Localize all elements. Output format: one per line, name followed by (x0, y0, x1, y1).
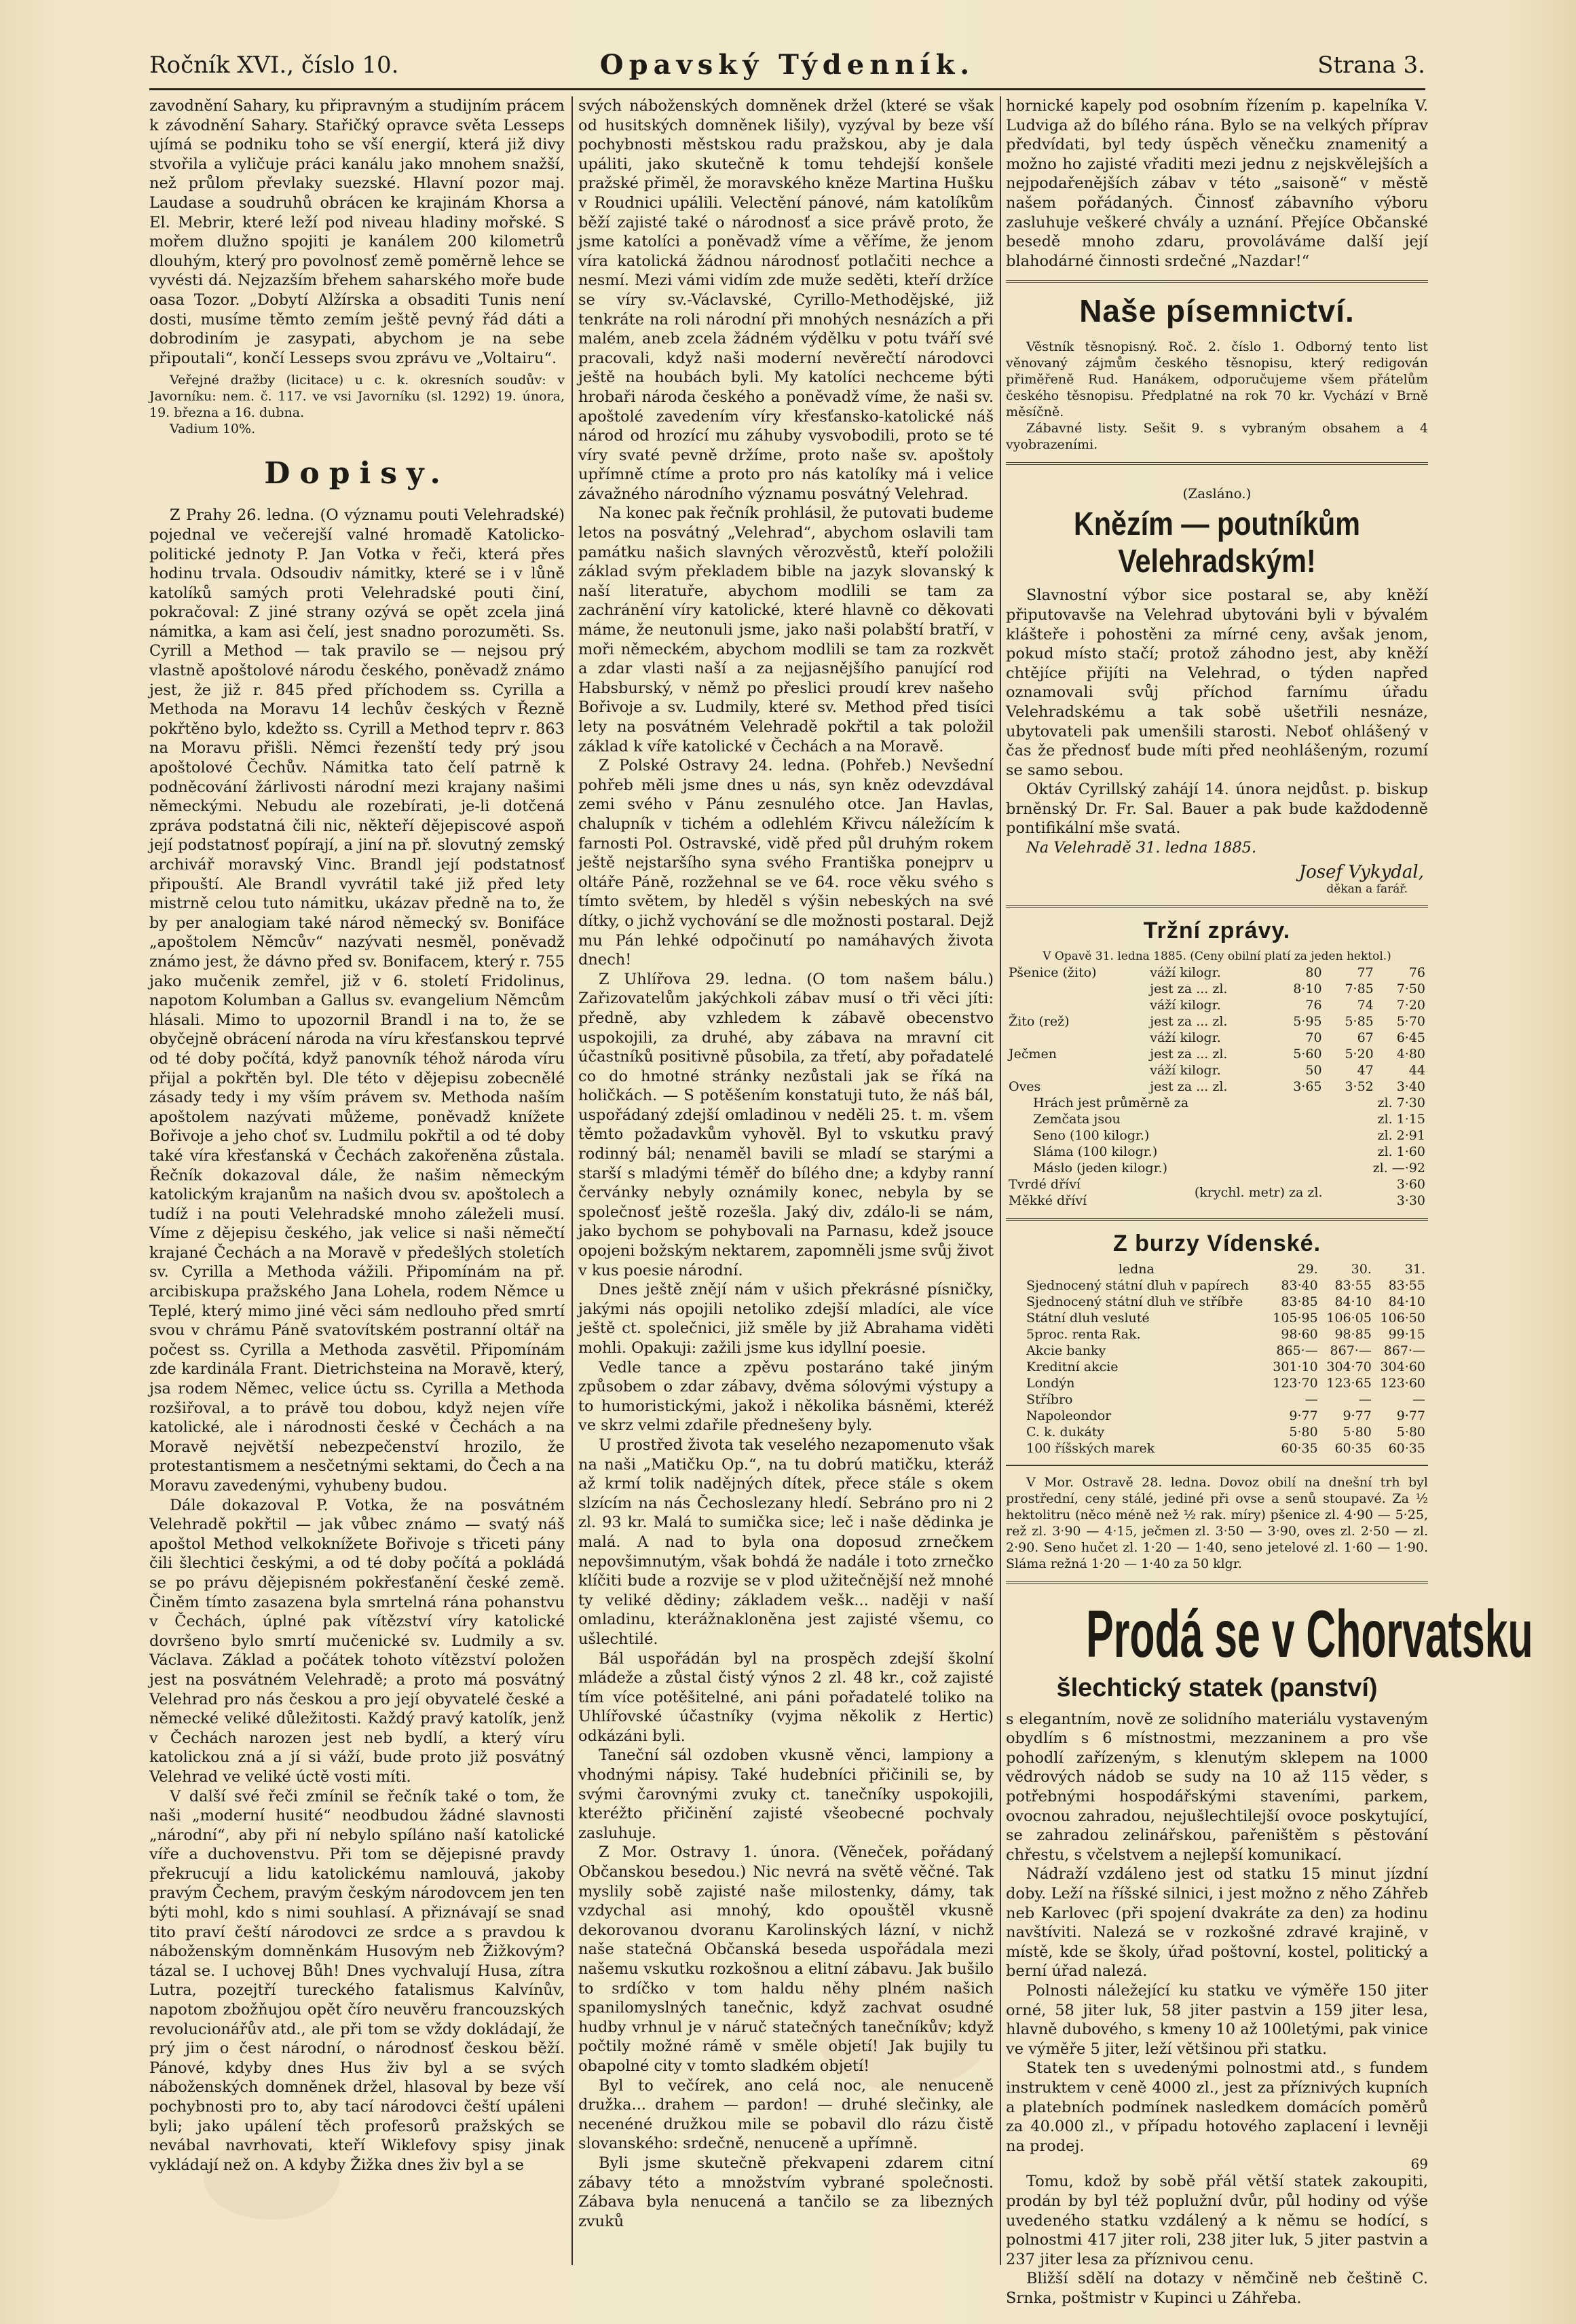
ad-body-6: Bližší sdělí na dotazy v němčině neb češtině C. Srnka, poštmistr v Kupinci u Záhřeba. (1006, 2270, 1428, 2307)
market-extra-row (1006, 1095, 1428, 1111)
market-value: 4·80 (1396, 1046, 1425, 1062)
market-row (1006, 1079, 1428, 1095)
market-row (1006, 964, 1428, 981)
burza-value: 83·85 (1281, 1294, 1318, 1309)
burza-value: 304·70 (1326, 1359, 1372, 1374)
burza-value: — (1412, 1391, 1425, 1407)
burza-value: 60·35 (1281, 1440, 1318, 1456)
separator (1006, 1465, 1428, 1466)
letter-uhlirov: Z Uhlířova 29. ledna. (O tom našem bálu.) Zařizovatelům jakýchkoli zábav musí o tři věci jíti: předně, aby vzhledem k zábavě obecenstvo uspokojili, za druhé, aby zábava na mravní cit účastníků positivně působila, za třetí, aby pořadatelé co do hmotné stránky nezůstali jak se říká na holičkách. — S potěšením konstatuji tuto, že náš bál, uspořádaný zdejší omladinou v neděli 25. t. m. všem těmto požadavkům vyhověl. Byl to vskutku pravý rodinný bál; nenaměl bavili se mladí se starými a starší s mladými téměř do bílého dne; a kdyby ranní červánky nebyly oznámily konec, nebyla by se společnosť ještě rozešla. Jaký div, zdálo-li se nám, jako bychom se pohybovali na Parnasu, kdež jsouce opojeni božským nektarem, zapomněli jsme svůj život v kus poesie národní. (578, 970, 994, 1279)
burza-row (1006, 1391, 1428, 1408)
market-value: 5·60 (1293, 1046, 1322, 1062)
market-row-unit: váží kilogr. (1150, 997, 1221, 1013)
burza-label: Státní dluh vesluté (1026, 1310, 1150, 1326)
burza-value: 105·95 (1273, 1310, 1318, 1326)
burza-value: 123·65 (1326, 1375, 1372, 1391)
market-row (1006, 1030, 1428, 1046)
letter-uhlirov-cont3: U prostřed života tak veselého nezapomenuto však na naši „Matičku Op.“, na tu dobrú matičku, kteráž až krmí tolik nadějných dítek, přece stále s okem slzícím na nás Čechoslezany hledí. Sebráno pro ni 2 zl. 93 kr. Malá to sumička sice; leč i naše dědinka je malá. A nad to byla ona doposud zrnečkem nepovšimnutým, však bohdá že nadále i toto zrnečko klíčiti bude a rozvije se v plod užitečnější než mnohé ty veliké dědiny; základem vešk... naději v naší omladinu, kterážnakloněna jest zajisté všemu, co ušlechtilé. (578, 1436, 994, 1648)
ostrava-market-report: V Mor. Ostravě 28. ledna. Dovoz obilí na dnešní trh byl prostřední, ceny stálé, jediné při ovse a senů stoupavé. Za ½ hektolitru (něco méně než ½ rak. míry) pšenice zl. 4·90 — 5·25, rež zl. 3·90 — 4·15, ječmen zl. 3·50 — 3·90, oves zl. 2·50 — zl. 2·90. Seno hučet zl. 1·20 — 1·40, seno jetelové zl. 1·60 — 1·90. Sláma režná 1·20 — 1·40 za 50 klgr. (1006, 1474, 1428, 1571)
letter-prague-cont: Dále dokazoval P. Votka, že na posvátném Velehradě pokřtil — jak vůbec známo — svatý náš apoštol Method velkoknížete Bořivoje s třiceti pány čili šlechtici českými, a od té doby počítá a pokládá se po právu dějepisném pokřesťanění české země. Činěm tímto zasazena byla smrtelná rána pohanstvu v Čechách, úplné pak vítězství víry katolické dovršeno bylo smrtí mučenické sv. Ludmily a sv. Václava. Základ a počátek tohoto vítězství položen jest na posvátném Velehradě; a proto má posvátný Velehrad pro nás českou a pro její obyvatelé české a německé veliké důležitosti. Každý pravý katolík, jenž v Čechách narozen jest neb bydlí, a který víru katolickou zná a jí si váží, bude proto již posvátný Velehrad ve veliké úctě vosti míti. (149, 1496, 565, 1786)
market-value: 3·65 (1293, 1079, 1322, 1094)
market-grain-label (1006, 997, 1147, 1013)
notice-date: Na Velehradě 31. ledna 1885. (1026, 839, 1257, 857)
separator (1006, 1218, 1428, 1221)
header-rule (149, 88, 1425, 90)
burza-label: 100 říšských marek (1026, 1440, 1155, 1456)
burza-value: — (1305, 1391, 1318, 1407)
market-row-unit: váží kilogr. (1150, 1062, 1221, 1078)
burza-value: 60·35 (1388, 1440, 1425, 1456)
column-divider (571, 96, 573, 2265)
market-grain-label: Pšenice (žito) (1009, 964, 1097, 980)
market-value: 80 (1305, 964, 1322, 980)
market-value: 76 (1305, 997, 1322, 1013)
burza-value: 9·77 (1396, 1408, 1425, 1423)
burza-table (1006, 1261, 1428, 1457)
market-subtitle: V Opavě 31. ledna 1885. (Ceny obilní platí za jeden hektol.) (1043, 949, 1391, 963)
burza-value: 867·— (1330, 1343, 1372, 1358)
market-value: 50 (1305, 1062, 1322, 1078)
letter-mor-ostrava-cont2: Byli jsme skutečně překvapeni zdarem citní zábavy této a množstvím vybrané společnosti. Zábava byla nenucená a tančilo se za libezných zvuků (578, 2154, 994, 2230)
column-3 (1006, 96, 1533, 2307)
section-title-dopisy: Dopisy. (264, 456, 450, 491)
separator (1006, 280, 1428, 283)
market-value: 5·85 (1345, 1013, 1374, 1029)
burza-row (1006, 1310, 1428, 1326)
burza-value: 84·10 (1388, 1294, 1425, 1309)
wood-unit: (krychl. metr) za zl. (1194, 1184, 1323, 1200)
letter-mor-ostrava-end: hornické kapely pod osobním řízením p. kapelníka V. Ludviga až do bílého rána. Bylo se na velkých příprav předvídati, byl tedy úspěch věnečku znamenitý a možno ho zajisté vřaditi mezi jednu z nejskvělejších a nejpodařenějších zábav v této „saisoně“ v městě našem pořádaných. Činnosť zábavního výboru zasluhuje veškeré chvály a uznání. Přejíce Občanské besedě mnoho zdaru, provoláváme další její blahodárné činnosti srdečné „Nazdar!“ (1006, 97, 1428, 270)
ad-body-5: Tomu, kdož by sobě přál větší statek zakoupiti, prodán by byl též poplužní dvůr, půl hodiny od výše uvedeného statku vzdálený a k němu se hodící, s polnostmi 417 jiter roli, 238 jiter luk, 5 jiter pastvin a 237 jiter lesa za příznivou cenu. (1006, 2173, 1428, 2268)
letter-polska-ostrava: Z Polské Ostravy 24. ledna. (Pohřeb.) Nevšední pohřeb měli jsme dnes u nás, syn kněz odevzdával zemi svého v Pánu zesnulého otce. Jan Havlas, chalupník v tichém a odlehlém Křivcu náležícím k farnosti Pol. Ostravské, vidě před půl druhým rokem ještě nejstaršího syna svého Františka ponejprv u oltáře Páně, rozžehnal se ve 64. roce věku svého s tímto světem, by hleděl s výšin nebeských na své dítky, o jichž vychování se dle možnosti postaral. Dejž mu Pán lehké odpočinutí po namáhavých života dnech! (578, 757, 994, 969)
market-row (1006, 981, 1428, 997)
burza-row (1006, 1343, 1428, 1359)
burza-value: 301·10 (1273, 1359, 1318, 1374)
market-extra-table (1006, 1095, 1428, 1176)
burza-date-3: 31. (1404, 1261, 1425, 1277)
separator (1006, 462, 1428, 465)
market-value: 70 (1305, 1030, 1322, 1045)
column-2 (578, 96, 994, 2268)
market-extra-value: zl. 2·91 (1377, 1127, 1425, 1143)
market-value: 7·50 (1396, 981, 1425, 996)
burza-value: 5·80 (1289, 1424, 1318, 1440)
signature-role: děkan a farář. (1326, 882, 1408, 896)
burza-value: 106·05 (1326, 1310, 1372, 1326)
section-title-burza: Z burzy Vídenské. (1112, 1230, 1321, 1256)
market-extra-row (1006, 1111, 1428, 1127)
separator (1006, 905, 1428, 908)
letter-prague-conclusion: Na konec pak řečník prohlásil, že putovati budeme letos na posvátný „Velehrad“, abychom oslavili tam památku našich slavných věrozvěstů, kteří položili základ svým překladem bible na jazyk slovanský k naší literatuře, abychom modlili se tam za zachránění víry katolické, které hlavně co děkovati máme, že neutonuli jsme, jako naši polabští bratří, v moři německém, abychom modlili se tam za rozkvět a zdar vlasti naší a za nejjasnějšího panující rod Habsburský, v němž po přeslici proudí krev našeho Bořivoje a sv. Ludmily, které sv. Method před tisíci lety na posvátném Velehradě pokřtil a tak položil základ k víře katolické v Čechách a na Moravě. (578, 504, 994, 755)
market-row-unit: jest za ... zl. (1150, 1046, 1228, 1062)
market-grain-label (1006, 981, 1147, 997)
market-extra-row (1006, 1127, 1428, 1144)
page-header (149, 42, 1425, 90)
market-grain-label: Žito (rež) (1009, 1013, 1070, 1029)
signature-name: Josef Vykydal, (1298, 861, 1424, 882)
market-row-unit: váží kilogr. (1150, 964, 1221, 980)
market-value: 8·10 (1293, 981, 1322, 996)
wood-label-hard: Tvrdé dříví (1009, 1176, 1081, 1192)
market-extra-value: zl. —·92 (1372, 1160, 1425, 1176)
letter-uhlirov-cont: Dnes ještě znějí nám v ušich překrásné písničky, jakými nás opojili netoliko zdejší mladíci, ale více ještě ct. společnici, již směle by již Abrahama viděti mohli. Opakuji: zažili jsme kus idyllní poesie. (578, 1281, 994, 1357)
market-value: 7·20 (1396, 997, 1425, 1013)
burza-value: 5·80 (1396, 1424, 1425, 1440)
ad-title: Prodá se v Chorvatsku (1086, 1596, 1533, 1671)
ad-body-3: Polnosti náležející ku statku ve výměře 150 jiter orné, 58 jiter luk, 58 jiter pastvin a 159 jiter lesa, hlavně dubového, s kmeny 10 až 100letými, pak vinice ve výměře 5 jiter, leží většinou při statku. (1006, 1981, 1428, 2058)
market-row (1006, 1046, 1428, 1062)
market-value: 3·52 (1345, 1079, 1374, 1094)
market-value: 5·95 (1293, 1013, 1322, 1029)
burza-label: Stříbro (1026, 1391, 1073, 1407)
market-row-unit: váží kilogr. (1150, 1030, 1221, 1045)
burza-value: 5·80 (1343, 1424, 1372, 1440)
burza-value: 99·15 (1388, 1326, 1425, 1342)
literature-item-2: Zábavné listy. Sešit 9. s vybraným obsahem a 4 vyobrazeními. (1006, 421, 1428, 453)
burza-label: Akcie banky (1026, 1343, 1106, 1358)
auction-notice: Veřejné dražby (licitace) u c. k. okresních soudův: v Javorníku: nem. č. 117. ve vsi Javorníku (sl. 1292) 19. února, 19. března a 16. dubna. (149, 373, 565, 421)
letter-uhlirov-cont4: Bál uspořádán byl na prospěch zdejší školní mládeže a zůstal čistý výnos 2 zl. 48 kr., což zajisté tím více potěšitelné, ani páni pořadatelé toliko na Uhlířovské účastníky (vyjma několik z Hertic) odkázáni byli. (578, 1649, 994, 1745)
burza-value: 106·50 (1380, 1310, 1425, 1326)
burza-value: 83·55 (1388, 1277, 1425, 1293)
burza-row (1006, 1277, 1428, 1294)
wood-table (1006, 1176, 1428, 1209)
masthead-title: Opavský Týdenník. (599, 49, 975, 81)
burza-value: 867·— (1383, 1343, 1425, 1358)
market-row-unit: jest za ... zl. (1150, 1079, 1228, 1094)
market-extra-label: Hrách jest průměrně za (1033, 1095, 1189, 1110)
market-row (1006, 1062, 1428, 1079)
burza-date-2: 30. (1351, 1261, 1372, 1277)
market-value: 77 (1357, 964, 1374, 980)
market-value: 44 (1408, 1062, 1425, 1078)
page-number: Strana 3. (1317, 52, 1425, 79)
burza-value: 123·60 (1380, 1375, 1425, 1391)
column-1 (149, 96, 565, 2268)
burza-value: 60·35 (1334, 1440, 1372, 1456)
article-lesseps-end: zavodnění Sahary, ku připravným a studijním prácem k závodnění Sahary. Stařičký opravce světa Lesseps ujímá se podniku toho se vší energií, která již divy stvořila a vyličuje práci kanálu jako mnohem snažší, než průlom převlaky suezské. Hlavní pozor maj. Laudase a soudruhů obrácen ke krajinám Khorsa a El. Mebrir, které leží pod niveau hladiny mořské. S mořem dlužno spojiti je kanálem 200 kilometrů dlouhým, který pro povolnosť země poměrně lehce se vyvésti dá. Nejzazším břehem saharského moře bude oasa Tozor. „Dobytí Alžírska a obsaditi Tunis není dosti, musíme těmto zemím ještě pevný řád dáti a dobrodiním je zasypati, abychom je na sebe připoutali“, končí Lesseps svou zprávu ve „Voltairu“. (149, 97, 565, 367)
column-divider (1000, 96, 1001, 2265)
burza-value: — (1358, 1391, 1372, 1407)
ad-body-4: Statek ten s uvedenými polnostmi atd., s fundem instruktem v ceně 4000 zl., jest za příznivých kupních a platebních podmínek nasledkem domácích poměrů za 40.000 zl., v případu hotového zaplacení i levněji na prodej. (1006, 2059, 1428, 2155)
market-grain-label: Ječmen (1009, 1046, 1057, 1062)
wood-value-soft: 3·30 (1396, 1193, 1425, 1208)
burza-value: 83·55 (1334, 1277, 1372, 1293)
ad-body-2: Nádraží vzdáleno jest od statku 15 minut jízdní doby. Leží na říšské silnici, i jest možno z něho Záhřeb neb Karlovec (při spojení dvakráte za den) za hodinu navštíviti. Nalezá se v rozkošné zdravé krajině, v místě, kde se školy, úřad poštovní, kostel, politický a berní úřad nalezá. (1006, 1865, 1428, 1981)
burza-value: 123·70 (1273, 1375, 1318, 1391)
market-value: 47 (1357, 1062, 1374, 1078)
letter-prague: Z Prahy 26. ledna. (O významu pouti Velehradské) pojednal ve večerejší valné hromadě Katolicko-politické jednoty P. Jan Votka v řeči, která přes hodinu trvala. Odsoudiv námitky, které se i v lůně katolíků samých proti Velehradské pouti činí, pokračoval: Z jiné strany ozývá se opět zcela jiná námitka, a kam asi čelí, jest snadno porozuměti. Ss. Cyrill a Method — tak pravilo se — nejsou prý vlastně apoštolové národu českého, poněvadž známo jest, že již r. 845 před příchodem ss. Cyrilla a Methoda na Moravu 14 lechův českých v Řezně pokřtěno bylo, kdežto ss. Cyrill a Method teprv r. 863 na Moravu přišli. Němci řezenští tedy prý jsou apoštolové Čechův. Námitka tato čelí patrně k podněcování žárlivosti národní mezi krajany našimi německými. Nebudu ale rozebírati, je-li dotčená zpráva podstatná čili nic, někteří dějepiscové aspoň její podstatnosť popírají, a jiní na př. slovutný zemský archivář moravský Vinc. Brandl její podstatnosť připouští. Ale Brandl vyvrátil také již před lety mistrně celou tuto námitku, ukázav předně na to, že by per analogiam také národ německý sv. Bonifáce „apoštolem Němcův“ nazývati nesměl, poněvadž známo jest, že dávno před sv. Bonifacem, který r. 755 jako mučenik zemřel, již v 6. století Fridolinus, napotom Kolumban a Gallus sv. evangelium Němcům hlásali. Mimo to upozornil Brandl i na to, že se obyčejně obrácení národa na víru křesťanskou teprvé od té doby počítá, když panovník téhož národa víru přijal a pokřtěn byl. Dle této v dějepisu zobecnělé zásady tedy i my vším právem sv. Methoda naším apoštolem nazývati můžeme, poněvadž knížete Bořivoje a jeho choť sv. Ludmilu pokřtil a od té doby také víra křesťanská v Čechách zakořeněna zůstala. Řečník dokazoval dále, že našim německým katolickým krajanům na našich dvou sv. apoštolech a tudíž i na pouti Velehradské mnoho záleželi musí. Víme z dějepisu českého, jak velice si naši němečtí krajané Čechách a na Moravě v předešlých stoletích sv. Cyrilla a Methoda vážili. Připomínám na př. arcibiskupa pražského Jana Lohela, rodem Němce u Teplé, který mimo jiné věci sám nedlouho před smrtí svou v chrámu Páně svatovítském postranní oltář na počest ss. Cyrilla a Methoda zasvětil. Připomínám zde kardinála Frant. Dietrichsteina na Moravě, který, jsa rodem Němec, velice úctu ss. Cyrilla a Methoda rozšiřoval, a to právě tou dobou, když nejen víře katolické, ale i národnosti české v Čechách a na Moravě největší nebezpečenství hrozilo, že protestantismem a nesčetnými sektami, do Čech a na Moravu zavedenými, vyhubeny budou. (149, 506, 565, 1495)
market-extra-label: Máslo (jeden kilogr.) (1033, 1160, 1168, 1176)
issue-info: Ročník XVI., číslo 10. (149, 52, 399, 79)
letter-prague-cont2: V další své řeči zmínil se řečník také o tom, že naši „moderní husité“ neodbudou žádné slavnosti „národní“, aby při ní nebylo spíláno naší katolické víře a duchovenstvu. Při tom se dějepisné pravdy překrucují a lidu katolickému namlouvá, jakoby pravým Čechem, pravým českým národovcem jen ten býti mohl, kdo s nimi souhlasí. A přiznávají se snad tito praví čeští národovci ze srdce a s pravdou k náboženským domněnkám Husovým neb Žižkovým? tázal se. I uchovej Bůh! Dnes vychvalují Husa, zítra Lutra, pozejtří tureckého fatalismus Kalvínův, napotom zbožňujou opět číro neuvěru francouzských revolucionářův atd., ale při tom se vždy dokládají, že prý jim o čest národní, o národnosť českou běží. Pánové, kdyby dnes Hus živ byl a se svých náboženských domněnek držel, hlasoval by beze vší pochybnosti pro to, aby tací národovci čeští upáleni byli; jako upálení těch profesorů pražských se nevábal navrhovati, kteří Wiklefovy spisy jinak vykládají než on. A kdyby Žižka dnes živ byl a se (149, 1787, 565, 2174)
burza-label: Sjednocený státní dluh v papírech (1026, 1277, 1250, 1293)
sent-in-label: (Zasláno.) (1182, 485, 1252, 502)
separator (1006, 1581, 1428, 1584)
market-row-unit: jest za ... zl. (1150, 1013, 1228, 1029)
burza-value: 83·40 (1281, 1277, 1318, 1293)
market-extra-row (1006, 1144, 1428, 1160)
market-row (1006, 1013, 1428, 1030)
market-extra-label: Zemčata jsou (1033, 1111, 1121, 1127)
market-row (1006, 997, 1428, 1013)
burza-value: 98·60 (1281, 1326, 1318, 1342)
burza-date-1: 29. (1297, 1261, 1318, 1277)
notice-priests-body-2: Oktáv Cyrillský zahájí 14. února nejdůst. p. biskup brněnský Dr. Fr. Sal. Bauer a pak bude každodenně pontifikální mše svatá. (1006, 781, 1428, 838)
market-extra-value: zl. 7·30 (1377, 1095, 1425, 1110)
burza-row (1006, 1408, 1428, 1424)
market-grain-label (1006, 1030, 1147, 1046)
market-extra-label: Seno (100 kilogr.) (1033, 1127, 1150, 1143)
burza-value: 304·60 (1380, 1359, 1425, 1374)
notice-priests-body: Slavnostní výbor sice postaral se, aby kněží připutovavše na Velehrad ubytováni byli v bývalém klášteře i pohostěni za mírné ceny, avšak jenom, pokud místo stačí; protož záhodno jest, aby kněží chtějíce přijíti na Velehrad, o týden napřed oznamovali svůj příchod farnímu úřadu Velehradskému a tak sobě ušetřili nesnáze, ubytovateli pak umenšili starosti. Neboť ohlášený v čas že přednosť bude míti před neohlášeným, rozumí se samo sebou. (1006, 586, 1428, 779)
burza-row (1006, 1424, 1428, 1440)
notice-title-priests: Knězím — poutníkům Velehradským! (1074, 506, 1360, 580)
market-extra-value: zl. 1·15 (1377, 1111, 1425, 1127)
letter-mor-ostrava: Z Mor. Ostravy 1. února. (Věneček, pořádaný Občanskou besedou.) Nic nevrá na světě věčné. Tak myslily sobě zajisté naše milostenky, dámy, tak vzdychal asi mnohý, kdo opouštěl vkusně dekorovanou dvoranu Karolinských lázní, v nichž naše statečná Občanská beseda uspořádala mezi našemu vskutku rozkošnou a elitní zábavu. Jak bušilo to srdíčko v tom haldu něhy plném našich spanilomyslných tanečnic, když zachvat osudné hudby vrhnul je v náruč statečných tanečníkův; když počtily možné rámě v směle objetí! Jak bujily tu obapolné city v tomto sladkém objetí! (578, 1843, 994, 2075)
burza-row (1006, 1326, 1428, 1343)
literature-item-1: Věstník těsnopisný. Roč. 2. číslo 1. Odborný tento list věnovaný zájmům českého těsnopisu, který redigován přiměřeně Rud. Hanákem, odporučujeme všem přátelům českého těsnopisu. Předplatné na rok 70 kr. Vychází v Brně měsíčně. (1006, 339, 1428, 420)
vadium-note: Vadium 10%. (170, 421, 256, 437)
market-extra-row (1006, 1160, 1428, 1176)
section-title-market: Tržní zprávy. (1143, 917, 1291, 943)
market-value: 5·70 (1396, 1013, 1425, 1029)
letter-mor-ostrava-cont: Byl to večírek, ano celá noc, ale nenuceně družka... drahem — pardon! — druhé slečinky, ale necenéné družkou mile se pobavil dlo rázu čistě slovanského: srdečně, nenuceně a upřímně. (578, 2076, 994, 2153)
section-title-literature: Naše písemnictví. (1079, 293, 1355, 329)
ad-body-1: s elegantním, nově ze solidního materiálu vystaveným obydlím s 6 místnostmi, mezzaninem a pro vše pohodlí zařízeným, s klenutým sklepem na 1000 vědrových nádob se sudy na 10 až 115 věder, s potřebnými hospodářskými staveními, parkem, ovocnou zahradou, nejušlechtilejší ovoce poskytující, se zahradou zelinářskou, pařeništěm s pěstování chřestu, s včelstvem a nejlepší komunikací. (1006, 1710, 1428, 1864)
burza-value: 98·85 (1334, 1326, 1372, 1342)
market-value: 5·20 (1345, 1046, 1374, 1062)
letter-uhlirov-cont5: Taneční sál ozdoben vkusně věnci, lampiony a vhodnými nápisy. Také hudebníci přičinili se, by svými čarovnými zvuky ct. tanečníky uspokojili, kteréžto přičinění zajisté všeobecné pochvaly zasluhuje. (578, 1746, 994, 1842)
burza-label: C. k. dukáty (1026, 1424, 1105, 1440)
burza-label: Kreditní akcie (1026, 1359, 1119, 1374)
ad-subtitle: šlechtický statek (panství) (1056, 1673, 1378, 1702)
market-value: 6·45 (1396, 1030, 1425, 1045)
burza-row (1006, 1294, 1428, 1310)
burza-label: Sjednocený státní dluh ve stříbře (1026, 1294, 1243, 1309)
market-extra-value: zl. 1·60 (1377, 1144, 1425, 1159)
wood-label-soft: Měkké dříví (1009, 1193, 1087, 1208)
burza-value: 84·10 (1334, 1294, 1372, 1309)
burza-label: Napoleondor (1026, 1408, 1112, 1423)
letter-prague-end: svých náboženských domněnek držel (které se však od husitských domněnek lišily), vyzýval by beze vší pochybnosti městskou radu pražskou, aby je dala upáliti, jako skutečně k tomu tehdejší konšele pražské přiměl, že moravského kněze Martina Hušku v Roudnici upálili. Velectění pánové, nám katolíkům běží zajisté také o národnosť a sice právě proto, že jsme katolíci a poněvadž víme a věříme, že jenom víra katolická žádnou národnosť potlačiti nechce a nesmí. Mezi vámi vidím zde muže seděti, kteří držíce se víry sv.-Václavské, Cyrillo-Methodějské, již tenkráte na roli národní při mnohých nesnázích a při malém, aneb zcela žádném výdělku v potu tváří své pracovali, když naši moderní nevěrečtí národovci ještě na houbách byli. My katolíci nechceme býti hrobaři národa českého a poněvadž víme, že naši sv. apoštolé zavedením víry křesťansko-katolické náš národ od hrozící mu záhuby vysvobodili, proto se té víry svaté pevně držíme, proto naše sv. apoštoly upřímně ctíme a proto pro nás katolíky má i velice závažného národního významu posvátný Velehrad. (578, 97, 994, 503)
burza-label: Londýn (1026, 1375, 1075, 1391)
wood-value-hard: 3·60 (1396, 1176, 1425, 1192)
burza-value: 9·77 (1289, 1408, 1318, 1423)
market-value: 7·85 (1345, 981, 1374, 996)
burza-date-month: ledna (1118, 1261, 1155, 1277)
market-value: 76 (1408, 964, 1425, 980)
market-row-unit: jest za ... zl. (1150, 981, 1228, 996)
market-value: 3·40 (1396, 1079, 1425, 1094)
letter-uhlirov-cont2: Vedle tance a zpěvu postaráno také jiným způsobem o zdar zábavy, dvěma sólovými výstupy a to humoristickými, jakož i několika básněmi, kteréž ve skrz velmi zdařile přednešeny byly. (578, 1358, 994, 1435)
burza-label: 5proc. renta Rak. (1026, 1326, 1141, 1342)
burza-row (1006, 1375, 1428, 1391)
market-value: 67 (1357, 1030, 1374, 1045)
burza-row (1006, 1440, 1428, 1457)
burza-row (1006, 1359, 1428, 1375)
market-grain-label: Oves (1009, 1079, 1041, 1094)
market-table (1006, 964, 1428, 1095)
burza-value: 865·— (1276, 1343, 1318, 1358)
burza-value: 9·77 (1343, 1408, 1372, 1423)
market-value: 74 (1357, 997, 1374, 1013)
ad-number: 69 (1410, 2156, 1428, 2173)
market-grain-label (1006, 1062, 1147, 1079)
market-extra-label: Sláma (100 kilogr.) (1033, 1144, 1158, 1159)
